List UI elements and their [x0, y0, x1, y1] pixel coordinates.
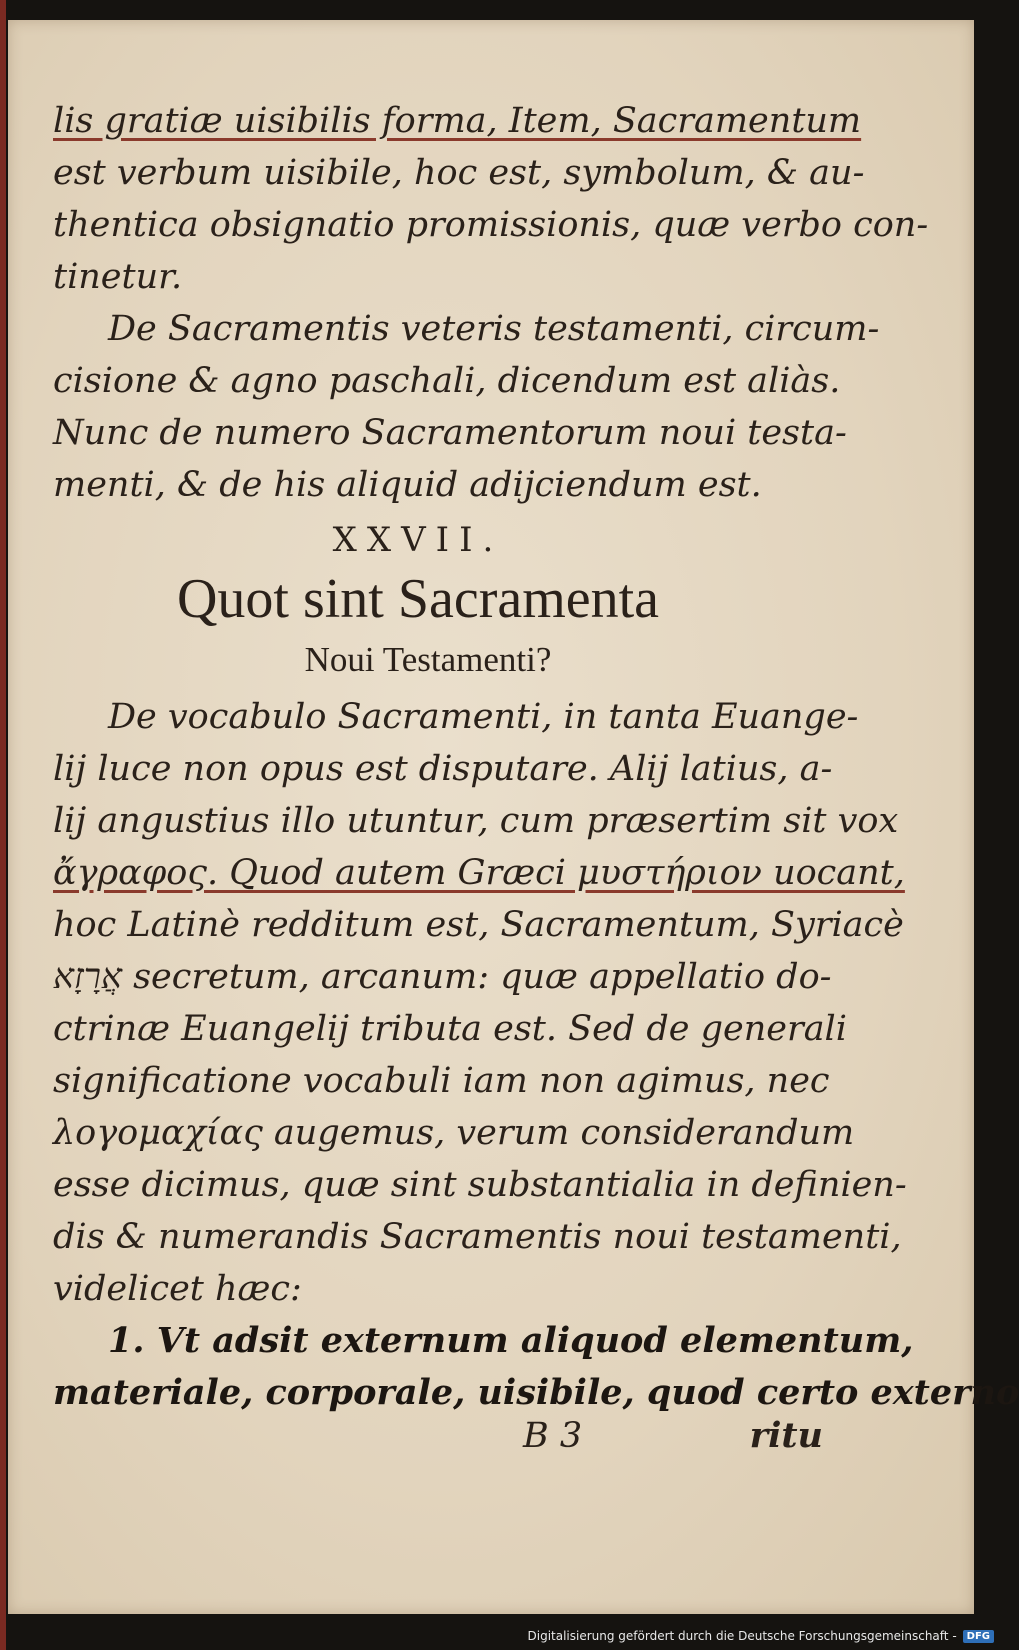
- page-footer-line: [53, 1410, 823, 1462]
- catchword: ritu: [749, 1415, 823, 1456]
- text-line: 1. Vt adsit externum aliquod elementum,: [108, 1320, 914, 1361]
- text-line: menti, & de his aliquid adijciendum est.: [53, 465, 762, 505]
- text-line: significatione vocabuli iam non agimus, nec: [53, 1061, 830, 1101]
- text-line: Nunc de numero Sacramentorum noui testa-: [53, 413, 847, 453]
- chapter-numeral: XXVII.: [332, 520, 504, 560]
- text-line: videlicet hæc:: [53, 1269, 302, 1309]
- text-line: cisione & agno paschali, dicendum est aliàs.: [53, 361, 841, 401]
- book-edge: [0, 0, 6, 1650]
- text-line: De Sacramentis veteris testamenti, circum-: [108, 309, 880, 349]
- text-line: De vocabulo Sacramenti, in tanta Euange-: [108, 697, 859, 737]
- text-line: ἄγραφος. Quod autem Græci μυστήριον uocant,: [53, 853, 905, 893]
- text-line: lis gratiæ uisibilis forma, Item, Sacramentum: [53, 101, 862, 141]
- chapter-subtitle: Noui Testamenti?: [304, 640, 552, 679]
- text-line: tinetur.: [53, 257, 183, 297]
- text-line: hoc Latinè redditum est, Sacramentum, Syriacè: [53, 905, 904, 945]
- text-line: lij luce non opus est disputare. Alij latius, a-: [53, 749, 833, 789]
- text-line: est verbum uisibile, hoc est, symbolum, & au-: [53, 153, 865, 193]
- text-line: lij angustius illo utuntur, cum præsertim sit vox: [53, 801, 899, 841]
- text-line: ctrinæ Euangelij tributa est. Sed de generali: [53, 1009, 847, 1049]
- footer-text: Digitalisierung gefördert durch die Deutsche Forschungsgemeinschaft -: [527, 1629, 957, 1643]
- digitization-footer: [528, 1625, 995, 1647]
- text-line: אֲרָזָא secretum, arcanum: quæ appellatio do-: [53, 957, 832, 997]
- chapter-title: Quot sint Sacramenta: [176, 568, 660, 630]
- dfg-logo: DFG: [963, 1630, 994, 1643]
- text-line: thentica obsignatio promissionis, quæ verbo con-: [53, 205, 929, 245]
- text-line: materiale, corporale, uisibile, quod certo externo: [53, 1372, 1019, 1413]
- text-line: esse dicimus, quæ sint substantialia in definien-: [53, 1165, 907, 1205]
- text-line: dis & numerandis Sacramentis noui testamenti,: [53, 1217, 902, 1257]
- book-page: [8, 20, 1019, 1614]
- page-text: [53, 95, 1019, 1419]
- text-line: λογομαχίας augemus, verum considerandum: [53, 1113, 855, 1153]
- signature-mark: B 3: [523, 1416, 583, 1456]
